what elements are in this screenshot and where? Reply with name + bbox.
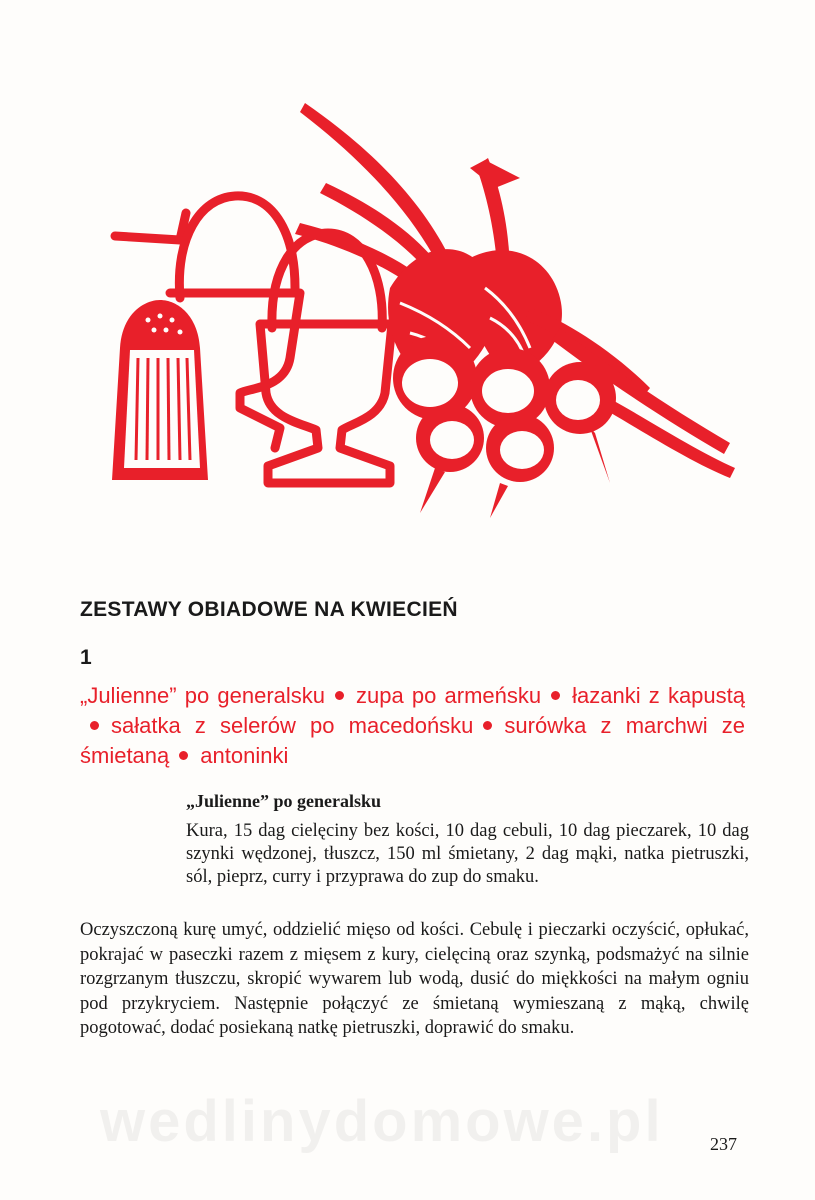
- section-title: ZESTAWY OBIADOWE NA KWIECIEŃ: [80, 598, 458, 621]
- salt-shaker-icon: [112, 300, 208, 480]
- menu-dish: sałatka z selerów po macedońsku: [111, 713, 474, 738]
- watermark: wedlinydomowe.pl: [100, 1089, 664, 1154]
- set-number: 1: [80, 646, 92, 669]
- recipe-ingredients: Kura, 15 dag cielęciny bez kości, 10 dag cebuli, 10 dag pieczarek, 10 dag szynki wędzonej, tłuszcz, 150 ml śmietany, 2 dag mąki, natka pietruszki, sól, pieprz, curry i przyprawa do zup do smaku.: [186, 821, 749, 887]
- menu-dish: łazanki z kapustą: [572, 683, 745, 708]
- bullet-icon: [90, 721, 99, 730]
- menu-dish: zupa po armeńsku: [356, 683, 542, 708]
- page-number: 237: [710, 1134, 737, 1154]
- menu-dish: antoninki: [200, 743, 289, 768]
- bullet-icon: [335, 691, 344, 700]
- bullet-icon: [551, 691, 560, 700]
- radishes-icon: [393, 336, 616, 518]
- recipe-instructions: Oczyszczoną kurę umyć, oddzielić mięso od kości. Cebulę i pieczarki oczyścić, opłukać, pokrajać w paseczki razem z mięsem z kury, cielęciną oraz szynką, podsmażyć na silnie rozgrzanym tłuszczu, skropić wywarem lub wodą, dusić do miękkości na małym ogniu pod przykryciem. Następnie połączyć ze śmietaną wymieszaną z mąką, chwilę pogotować, dodać posiekaną natkę pietruszki, doprawić do smaku.: [80, 920, 749, 1038]
- menu-dish: „Julienne” po generalsku: [80, 683, 326, 708]
- menu-dish: surówka z marchwi ze śmietaną: [80, 713, 745, 768]
- salt-shaker-eggs-radishes-illustration-icon: [90, 88, 750, 528]
- bullet-icon: [483, 721, 492, 730]
- bullet-icon: [179, 751, 188, 760]
- recipe-title: „Julienne” po generalsku: [186, 791, 382, 811]
- menu-list: [80, 681, 745, 771]
